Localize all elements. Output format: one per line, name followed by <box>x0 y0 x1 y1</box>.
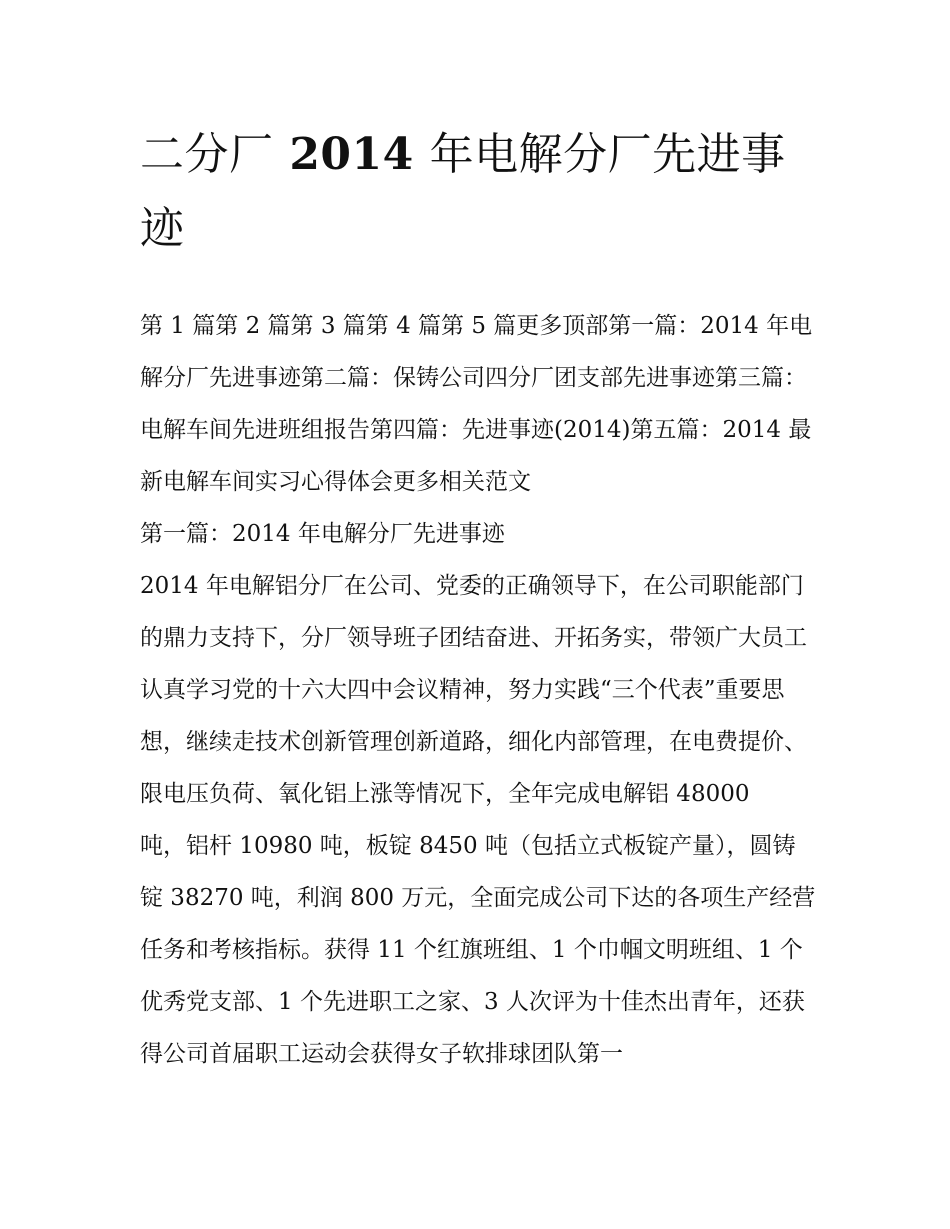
title-suffix: 年电解分厂先进事迹 <box>140 129 786 254</box>
document-page <box>140 118 816 1080</box>
paragraph-body-1: 2014 年电解铝分厂在公司、党委的正确领导下，在公司职能部门的鼎力支持下，分厂领导班子团结奋进、开拓务实，带领广大员工认真学习党的十六大四中会议精神，努力实践“三个代表”重要思想，继续走技术创新管理创新道路，细化内部管理，在电费提价、限电压负荷、氧化铝上涨等情况下，全年完成电解铝 48000 <box>140 573 807 807</box>
paragraph-body-2: 吨，铝杆 10980 吨，板锭 8450 吨（包括立式板锭产量），圆铸锭 38270 吨，利润 800 万元，全面完成公司下达的各项生产经营任务和考核指标。获得 11 个红旗班组、1 个巾帼文明班组、1 个优秀党支部、1 个先进职工之家、3 人次评为十佳杰出青年，还获得公司首届职工运动会获得女子软排球团队第一 <box>140 833 816 1067</box>
title-prefix: 二分厂 <box>140 129 274 180</box>
paragraph-section-heading: 第一篇：2014 年电解分厂先进事迹 <box>140 521 505 547</box>
title-year: 2014 <box>273 129 430 180</box>
paragraph-toc: 第 1 篇第 2 篇第 3 篇第 4 篇第 5 篇更多顶部第一篇：2014 年电解分厂先进事迹第二篇：保铸公司四分厂团支部先进事迹第三篇：电解车间先进班组报告第四篇：先进事迹(2014)第五篇：2014 最新电解车间实习心得体会更多相关范文 <box>140 313 813 495</box>
document-title <box>140 118 816 266</box>
